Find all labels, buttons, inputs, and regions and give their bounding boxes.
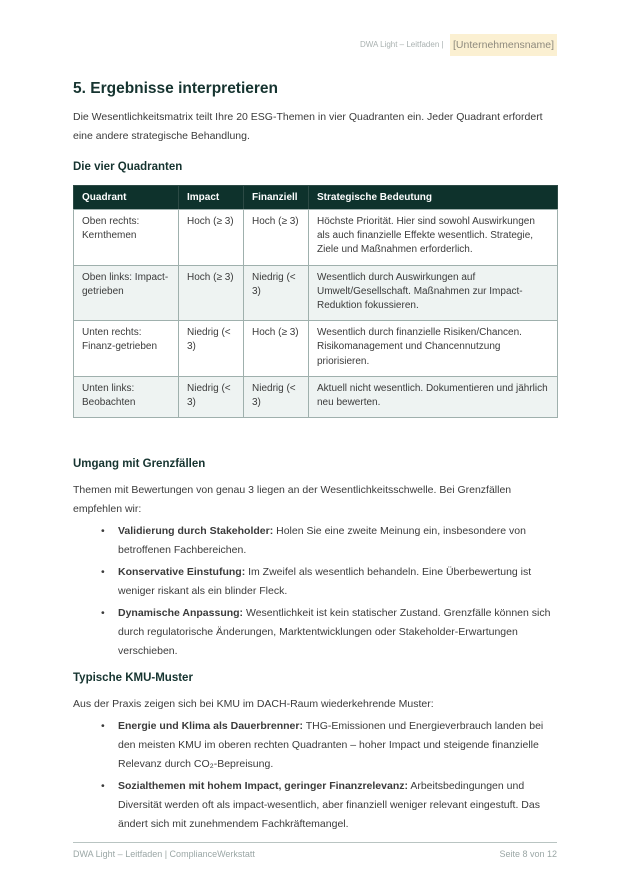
- grenzfaelle-intro: Themen mit Bewertungen von genau 3 liegen an der Wesentlichkeitsschwelle. Bei Grenzfällen empfehlen wir:: [73, 484, 512, 516]
- column-header-strategische-bedeutung: Strategische Bedeutung: [309, 186, 558, 210]
- section-heading-quadranten: Die vier Quadranten: [73, 161, 183, 173]
- bullet-lead: Konservative Einstufung:: [118, 566, 246, 579]
- header-doc-label: DWA Light – Leitfaden |: [359, 40, 444, 49]
- cell-bedeutung: Aktuell nicht wesentlich. Dokumentieren und jährlich neu bewerten.: [309, 376, 558, 417]
- cell-impact: Hoch (≥ 3): [179, 265, 244, 321]
- table-row: [74, 265, 558, 321]
- list-item: [73, 563, 557, 601]
- column-header-impact: Impact: [179, 186, 244, 210]
- bullet-text: Im Zweifel als wesentlich behandeln. Eine Überbewertung ist weniger riskant als ein blinder Fleck.: [118, 566, 532, 598]
- page-header: [73, 34, 557, 56]
- bullet-icon: •: [101, 607, 105, 620]
- bullet-lead: Energie und Klima als Dauerbrenner:: [118, 720, 303, 733]
- bullet-lead: Sozialthemen mit hohem Impact, geringer Finanzrelevanz:: [118, 780, 408, 793]
- bullet-icon: •: [101, 780, 105, 793]
- company-name-placeholder-field: [Unternehmensname]: [450, 34, 557, 56]
- list-item: [73, 522, 557, 560]
- cell-impact: Niedrig (< 3): [179, 321, 244, 377]
- cell-quadrant: Oben links: Impact-getrieben: [74, 265, 179, 321]
- cell-bedeutung: Wesentlich durch finanzielle Risiken/Chancen. Risikomanagement und Chancennutzung priorisieren.: [309, 321, 558, 377]
- bullet-icon: •: [101, 566, 105, 579]
- list-item: [73, 717, 557, 774]
- quadrant-table: [73, 185, 558, 418]
- footer-doc-label: DWA Light – Leitfaden | ComplianceWerkstatt: [73, 849, 255, 859]
- list-item: [73, 777, 557, 834]
- footer-divider: [73, 842, 557, 843]
- bullet-lead: Validierung durch Stakeholder:: [118, 525, 274, 538]
- kmu-intro: Aus der Praxis zeigen sich bei KMU im DACH-Raum wiederkehrende Muster:: [73, 698, 434, 711]
- column-header-finanziell: Finanziell: [244, 186, 309, 210]
- table-row: [74, 210, 558, 266]
- cell-finanziell: Hoch (≥ 3): [244, 321, 309, 377]
- column-header-quadrant: Quadrant: [74, 186, 179, 210]
- footer-page-number: Seite 8 von 12: [499, 849, 557, 859]
- section-heading-kmu-muster: Typische KMU-Muster: [73, 672, 193, 685]
- cell-quadrant: Unten rechts: Finanz-getrieben: [74, 321, 179, 377]
- page-footer: [73, 842, 557, 860]
- cell-finanziell: Hoch (≥ 3): [244, 210, 309, 266]
- cell-bedeutung: Höchste Priorität. Hier sind sowohl Auswirkungen als auch finanzielle Effekte wesentlich. Strategie, Ziele und Maßnahmen erforderlich.: [309, 210, 558, 266]
- cell-impact: Hoch (≥ 3): [179, 210, 244, 266]
- page-title: 5. Ergebnisse interpretieren: [73, 80, 279, 97]
- intro-paragraph: Die Wesentlichkeitsmatrix teilt Ihre 20 ESG-Themen in vier Quadranten ein. Jeder Quadrant erfordert eine andere strategische Behandlung.: [73, 111, 543, 142]
- table-row: [74, 376, 558, 417]
- cell-impact: Niedrig (< 3): [179, 376, 244, 417]
- table-header-row: [74, 186, 558, 210]
- bullet-text: THG-Emissionen und Energieverbrauch landen bei den meisten KMU im oberen rechten Quadranten – hoher Impact und steigende finanzielle Relevanz durch CO₂-Bepreisung.: [118, 720, 544, 771]
- bullet-icon: •: [101, 525, 105, 538]
- bullet-text: Holen Sie eine zweite Meinung ein, insbesondere von betroffenen Fachbereichen.: [118, 525, 526, 557]
- bullet-text: Wesentlichkeit ist kein statischer Zustand. Grenzfälle können sich durch regulatorische Änderungen, Marktentwicklungen oder Stakeholder-Erwartungen verschieben.: [118, 607, 551, 658]
- bullet-text: Arbeitsbedingungen und Diversität werden oft als impact-wesentlich, aber finanziell weniger relevant eingestuft. Das ändert sich mit zunehmendem Fachkräftemangel.: [118, 780, 540, 831]
- bullet-lead: Dynamische Anpassung:: [118, 607, 244, 620]
- table-row: [74, 321, 558, 377]
- grenzfaelle-bullet-list: [73, 522, 557, 661]
- cell-quadrant: Oben rechts: Kernthemen: [74, 210, 179, 266]
- list-item: [73, 604, 557, 661]
- cell-bedeutung: Wesentlich durch Auswirkungen auf Umwelt/Gesellschaft. Maßnahmen zur Impact-Reduktion fokussieren.: [309, 265, 558, 321]
- cell-quadrant: Unten links: Beobachten: [74, 376, 179, 417]
- cell-finanziell: Niedrig (< 3): [244, 376, 309, 417]
- section-heading-grenzfaelle: Umgang mit Grenzfällen: [73, 458, 206, 471]
- kmu-bullet-list: [73, 717, 557, 834]
- cell-finanziell: Niedrig (< 3): [244, 265, 309, 321]
- bullet-icon: •: [101, 720, 105, 733]
